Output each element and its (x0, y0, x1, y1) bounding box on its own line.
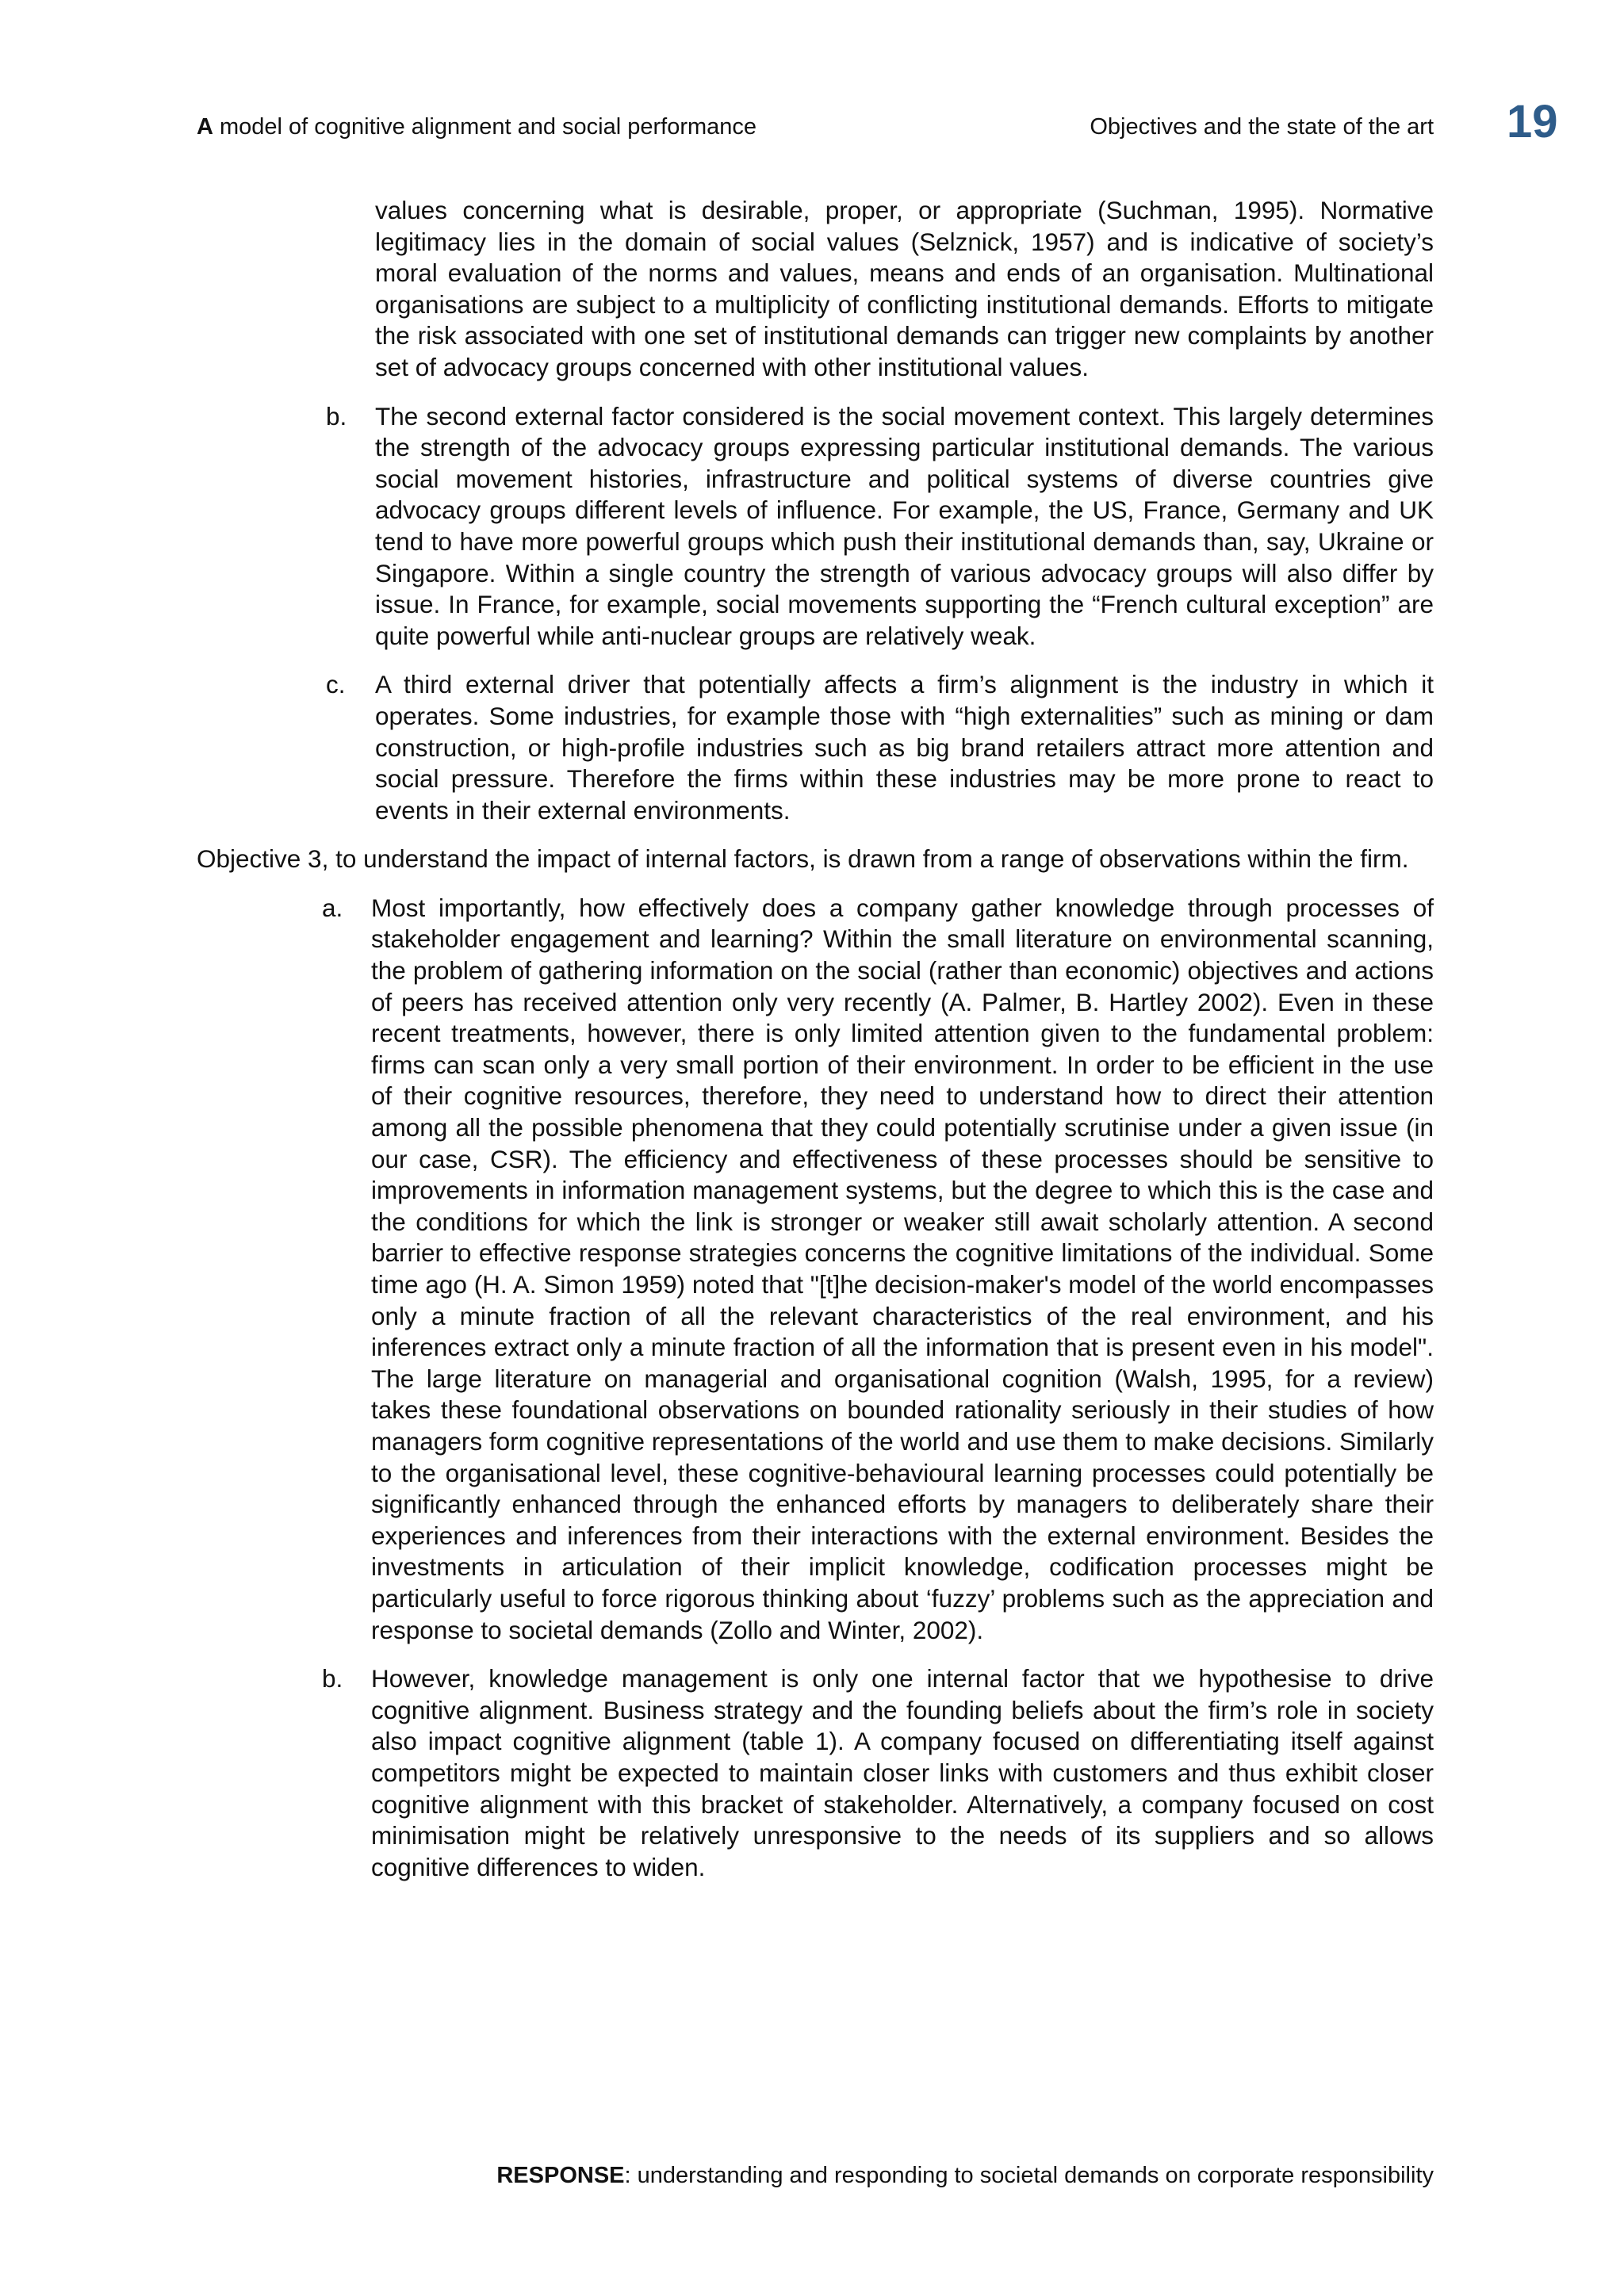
list-item-text: Most importantly, how effectively does a company gather knowledge through processes of stakeholder engagement and learning? Within the small literature on environmental scanning, the problem of gathering information on the social (rather than economic) objectives and actions of peers has received attention only very recently (A. Palmer, B. Hartley 2002). Even in these recent treatments, however, there is only limited attention given to the fundamental problem: firms can scan only a very small portion of their environment. In order to be efficient in the use of their cognitive resources, therefore, they need to understand how to direct their attention among all the possible phenomena that they could potentially scrutinise under a given issue (in our case, CSR). The efficiency and effectiveness of these processes should be sensitive to improvements in information management systems, but the degree to which this is the case and the conditions for which the link is stronger or weaker still await scholarly attention. A second barrier to effective response strategies concerns the cognitive limitations of the individual. Some time ago (H. A. Simon 1959) noted that "[t]he decision-maker's model of the world encompasses only a minute fraction of all the relevant characteristics of the real environment, and his inferences extract only a minute fraction of all the information that is present even in his model". The large literature on managerial and organisational cognition (Walsh, 1995, for a review) takes these foundational observations on bounded rationality seriously in their studies of how managers form cognitive representations of the world and use them to make decisions. Similarly to the organisational level, these cognitive-behavioural learning processes could potentially be significantly enhanced through the enhanced efforts by managers to deliberately share their experiences and inferences from their interactions with the external environment. Besides the investments in articulation of their implicit knowledge, codification processes might be particularly useful to force rigorous thinking about ‘fuzzy’ problems such as the appreciation and response to societal demands (Zollo and Winter, 2002). (371, 893, 1434, 1644)
list-marker: b. (322, 1664, 343, 1693)
page-header (197, 109, 1434, 149)
list-item (326, 669, 1434, 826)
page-body (197, 195, 1434, 1900)
running-title (197, 114, 756, 140)
list-item (326, 401, 1434, 652)
list-item-text: A third external driver that potentially affects a firm’s alignment is the industry in which it operates. Some industries, for example those with “high externalities” such as mining or dam construction, or high-profile industries such as big brand retailers attract more attention and social pressure. Therefore the firms within these industries may be more prone to react to events in their external environments. (375, 670, 1434, 825)
list-item-text: The second external factor considered is the social movement context. This largely determines the strength of the advocacy groups expressing particular institutional demands. The various social movement histories, infrastructure and political systems of diverse countries give advocacy groups different levels of influence. For example, the US, France, Germany and UK tend to have more powerful groups which push their institutional demands than, say, Ukraine or Singapore. Within a single country the strength of various advocacy groups will also differ by issue. In France, for example, social movements supporting the “French cultural exception” are quite powerful while anti-nuclear groups are relatively weak. (375, 401, 1434, 650)
running-title-bold: A (197, 114, 213, 140)
running-title-rest: model of cognitive alignment and social performance (213, 114, 757, 140)
objective-3-paragraph: Objective 3, to understand the impact of internal factors, is drawn from a range of observations within the firm. (197, 844, 1409, 874)
list-item-text: However, knowledge management is only one internal factor that we hypothesise to drive cognitive alignment. Business strategy and the founding beliefs about the firm’s role in society also impact cognitive alignment (table 1). A company focused on differentiating itself against competitors might be expected to maintain closer links with customers and thus exhibit closer cognitive alignment with this bracket of stakeholder. Alternatively, a company focused on cost minimisation might be relatively unresponsive to the needs of its suppliers and so allows cognitive differences to widen. (371, 1664, 1434, 1881)
section-title: Objectives and the state of the art (1090, 114, 1434, 140)
list-marker: b. (326, 401, 347, 430)
list-item (322, 893, 1434, 1646)
footer-bold: RESPONSE (496, 2163, 625, 2188)
list-marker: c. (326, 670, 346, 699)
page-number: 19 (1507, 96, 1558, 147)
page-footer (496, 2163, 1434, 2189)
list-item (322, 1663, 1434, 1883)
list-marker: a. (322, 893, 343, 922)
footer-rest: : understanding and responding to societal demands on corporate responsibility (624, 2163, 1434, 2188)
continuation-paragraph: values concerning what is desirable, proper, or appropriate (Suchman, 1995). Normative legitimacy lies in the domain of social values (Selznick, 1957) and is indicative of society’s moral evaluation of the norms and values, means and ends of an organisation. Multinational organisations are subject to a multiplicity of conflicting institutional demands. Efforts to mitigate the risk associated with one set of institutional demands can trigger new complaints by another set of advocacy groups concerned with other institutional values. (375, 196, 1434, 381)
